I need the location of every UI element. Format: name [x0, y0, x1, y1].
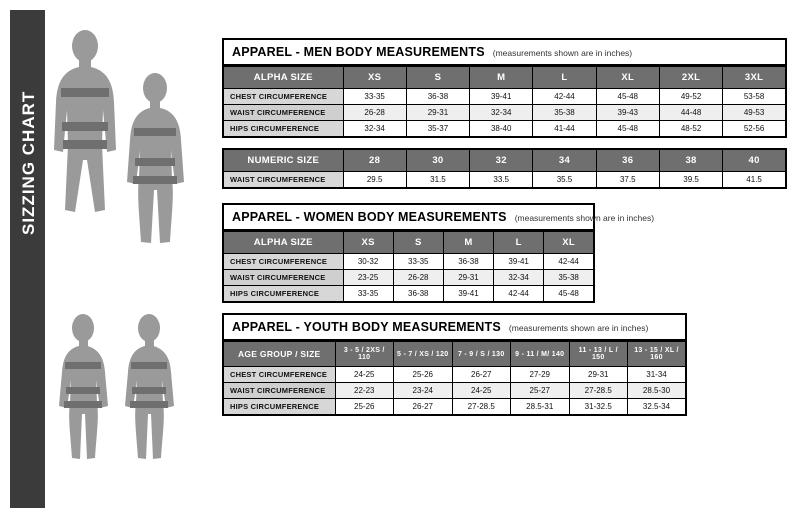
numeric-cell: 29.5	[343, 172, 406, 189]
men-cell: 35-38	[533, 105, 596, 121]
men-cell: 44-48	[659, 105, 722, 121]
table-row	[223, 105, 786, 121]
youth-cell: 27-29	[511, 367, 570, 383]
sidebar-title: SIZZING CHART	[19, 90, 38, 235]
youth-table-note: (measurements shown are in inches)	[508, 323, 649, 333]
women-cell: 33-35	[393, 254, 443, 270]
numeric-col-28: 28	[343, 149, 406, 172]
youth-table-title: APPAREL - YOUTH BODY MEASUREMENTS	[232, 320, 501, 334]
girl-figure	[59, 314, 108, 459]
men-col-xs: XS	[343, 67, 406, 89]
men-cell: 39-41	[470, 89, 533, 105]
men-cell: 38-40	[470, 121, 533, 138]
numeric-cell: 39.5	[659, 172, 722, 189]
numeric-row0-label: WAIST CIRCUMFERENCE	[223, 172, 343, 189]
youth-row2-label: HIPS CIRCUMFERENCE	[223, 399, 335, 416]
numeric-cell: 33.5	[470, 172, 533, 189]
numeric-cell: 41.5	[723, 172, 786, 189]
men-row0-label: CHEST CIRCUMFERENCE	[223, 89, 343, 105]
table-row	[223, 342, 686, 367]
women-cell: 42-44	[544, 254, 594, 270]
men-cell: 33-35	[343, 89, 406, 105]
men-table-title: APPAREL - MEN BODY MEASUREMENTS	[232, 45, 485, 59]
table-row	[223, 67, 786, 89]
body-figures-illustration	[45, 10, 215, 508]
men-col-l: L	[533, 67, 596, 89]
table-row	[223, 254, 594, 270]
table-row	[223, 286, 594, 303]
youth-row1-label: WAIST CIRCUMFERENCE	[223, 383, 335, 399]
table-row	[223, 383, 686, 399]
men-cell: 45-48	[596, 89, 659, 105]
women-cell: 45-48	[544, 286, 594, 303]
men-cell: 49-52	[659, 89, 722, 105]
men-cell: 26-28	[343, 105, 406, 121]
men-cell: 45-48	[596, 121, 659, 138]
men-cell: 35-37	[406, 121, 469, 138]
youth-cell: 24-25	[452, 383, 511, 399]
men-col-2xl: 2XL	[659, 67, 722, 89]
men-cell: 39-43	[596, 105, 659, 121]
youth-cell: 28.5-30	[628, 383, 687, 399]
women-measurements-table	[222, 231, 595, 303]
youth-col-2: 7 - 9 / S / 130	[452, 342, 511, 367]
youth-cell: 25-26	[335, 399, 394, 416]
youth-cell: 27-28.5	[452, 399, 511, 416]
women-col-l: L	[494, 232, 544, 254]
table-row	[223, 172, 786, 189]
men-cell: 52-56	[723, 121, 786, 138]
women-table-header	[222, 203, 655, 231]
men-cell: 41-44	[533, 121, 596, 138]
men-col-xl: XL	[596, 67, 659, 89]
youth-cell: 28.5-31	[511, 399, 570, 416]
table-row	[223, 399, 686, 416]
youth-cell: 27-28.5	[569, 383, 628, 399]
women-header-label: ALPHA SIZE	[223, 232, 343, 254]
men-measurements-table	[222, 66, 787, 138]
men-row2-label: HIPS CIRCUMFERENCE	[223, 121, 343, 138]
youth-row0-label: CHEST CIRCUMFERENCE	[223, 367, 335, 383]
women-col-s: S	[393, 232, 443, 254]
tables-container	[222, 38, 787, 430]
men-cell: 29-31	[406, 105, 469, 121]
women-cell: 30-32	[343, 254, 393, 270]
women-cell: 36-38	[443, 254, 493, 270]
youth-cell: 22-23	[335, 383, 394, 399]
youth-cell: 31-34	[628, 367, 687, 383]
youth-cell: 25-26	[394, 367, 453, 383]
men-row1-label: WAIST CIRCUMFERENCE	[223, 105, 343, 121]
youth-cell: 23-24	[394, 383, 453, 399]
numeric-cell: 37.5	[596, 172, 659, 189]
women-col-m: M	[443, 232, 493, 254]
men-col-3xl: 3XL	[723, 67, 786, 89]
men-cell: 49-53	[723, 105, 786, 121]
youth-col-1: 5 - 7 / XS / 120	[394, 342, 453, 367]
numeric-col-32: 32	[470, 149, 533, 172]
women-row2-label: HIPS CIRCUMFERENCE	[223, 286, 343, 303]
numeric-cell: 35.5	[533, 172, 596, 189]
women-col-xs: XS	[343, 232, 393, 254]
numeric-col-30: 30	[406, 149, 469, 172]
youth-cell: 26-27	[394, 399, 453, 416]
table-row	[223, 232, 594, 254]
numeric-header-label: NUMERIC SIZE	[223, 149, 343, 172]
women-row1-label: WAIST CIRCUMFERENCE	[223, 270, 343, 286]
women-cell: 42-44	[494, 286, 544, 303]
women-cell: 26-28	[393, 270, 443, 286]
women-cell: 35-38	[544, 270, 594, 286]
women-cell: 32-34	[494, 270, 544, 286]
women-cell: 36-38	[393, 286, 443, 303]
men-col-s: S	[406, 67, 469, 89]
youth-col-5: 13 - 15 / XL / 160	[628, 342, 687, 367]
numeric-measurements-block	[222, 148, 787, 189]
women-col-xl: XL	[544, 232, 594, 254]
numeric-col-40: 40	[723, 149, 786, 172]
man-figure	[54, 30, 116, 212]
youth-col-4: 11 - 13 / L / 150	[569, 342, 628, 367]
men-table-header	[222, 38, 787, 66]
numeric-col-36: 36	[596, 149, 659, 172]
table-row	[223, 270, 594, 286]
table-row	[223, 149, 786, 172]
youth-cell: 26-27	[452, 367, 511, 383]
women-table-note: (measurements shown are in inches)	[514, 213, 655, 223]
youth-measurements-block	[222, 313, 687, 416]
youth-table-header	[222, 313, 687, 341]
men-cell: 48-52	[659, 121, 722, 138]
youth-header-label: AGE GROUP / SIZE	[223, 342, 335, 367]
sidebar	[10, 10, 45, 508]
youth-measurements-table	[222, 341, 687, 416]
numeric-col-38: 38	[659, 149, 722, 172]
women-cell: 39-41	[494, 254, 544, 270]
men-cell: 53-58	[723, 89, 786, 105]
men-measurements-block	[222, 38, 787, 138]
table-row	[223, 367, 686, 383]
men-cell: 32-34	[343, 121, 406, 138]
women-cell: 23-25	[343, 270, 393, 286]
table-row	[223, 89, 786, 105]
women-table-title: APPAREL - WOMEN BODY MEASUREMENTS	[232, 210, 507, 224]
youth-cell: 24-25	[335, 367, 394, 383]
men-cell: 36-38	[406, 89, 469, 105]
women-cell: 39-41	[443, 286, 493, 303]
youth-col-0: 3 - 5 / 2XS / 110	[335, 342, 394, 367]
boy-figure	[125, 314, 174, 459]
youth-cell: 32.5-34	[628, 399, 687, 416]
numeric-col-34: 34	[533, 149, 596, 172]
men-header-label: ALPHA SIZE	[223, 67, 343, 89]
table-row	[223, 121, 786, 138]
women-cell: 33-35	[343, 286, 393, 303]
women-measurements-block	[222, 203, 655, 303]
numeric-measurements-table	[222, 148, 787, 189]
men-col-m: M	[470, 67, 533, 89]
women-cell: 29-31	[443, 270, 493, 286]
youth-col-3: 9 - 11 / M/ 140	[511, 342, 570, 367]
youth-cell: 31-32.5	[569, 399, 628, 416]
woman-figure	[127, 73, 184, 243]
figures-panel	[45, 10, 215, 508]
men-cell: 42-44	[533, 89, 596, 105]
men-cell: 32-34	[470, 105, 533, 121]
youth-cell: 25-27	[511, 383, 570, 399]
youth-cell: 29-31	[569, 367, 628, 383]
men-table-note: (measurements shown are in inches)	[492, 48, 633, 58]
women-row0-label: CHEST CIRCUMFERENCE	[223, 254, 343, 270]
numeric-cell: 31.5	[406, 172, 469, 189]
